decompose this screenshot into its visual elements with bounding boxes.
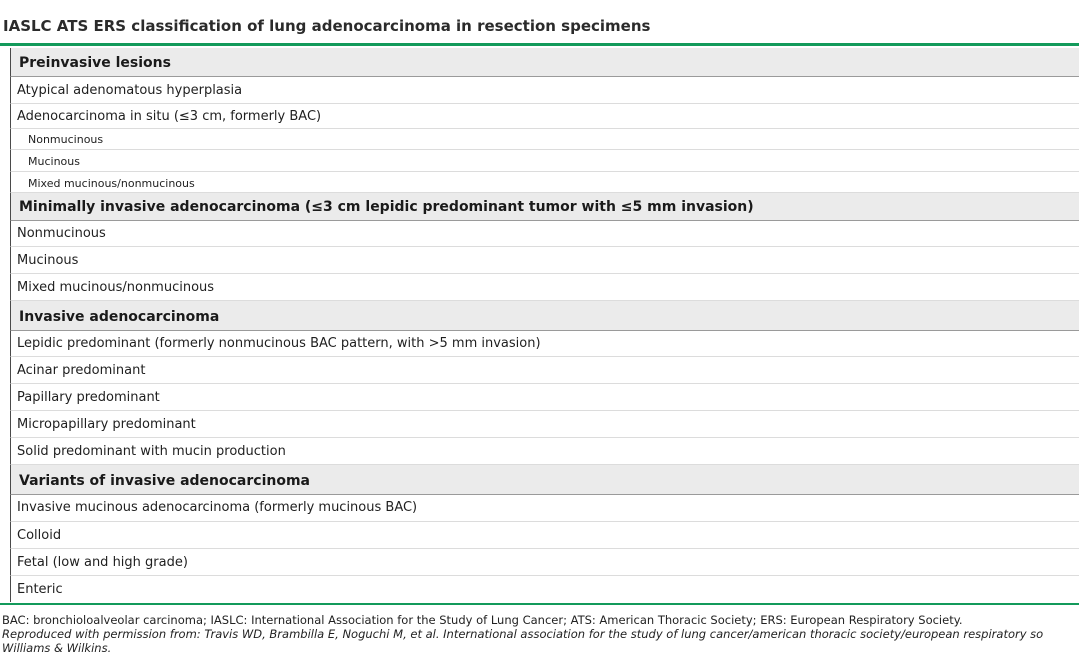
table-title: IASLC ATS ERS classification of lung adenocarcinoma in resection specimens — [3, 17, 651, 35]
top-divider — [0, 43, 1079, 46]
table-row: Solid predominant with mucin production — [10, 438, 1079, 465]
bottom-divider — [0, 603, 1079, 605]
table-row: Acinar predominant — [10, 357, 1079, 384]
table-row: Fetal (low and high grade) — [10, 549, 1079, 576]
section-header-preinvasive: Preinvasive lesions — [10, 48, 1079, 77]
citation-line-1: Reproduced with permission from: Travis WD, Brambilla E, Noguchi M, et al. International association for the study of lung cancer/american thoracic society/european respiratory so — [2, 627, 1044, 641]
section-header-variants: Variants of invasive adenocarcinoma — [10, 465, 1079, 495]
section-header-minimally-invasive: Minimally invasive adenocarcinoma (≤3 cm lepidic predominant tumor with ≤5 mm invasion) — [10, 193, 1079, 221]
table-row: Mixed mucinous/nonmucinous — [10, 274, 1079, 301]
table-subrow: Nonmucinous — [10, 129, 1079, 150]
abbreviations-note: BAC: bronchioloalveolar carcinoma; IASLC: International Association for the Study of Lung Cancer; ATS: American Thoracic Society; ERS: European Respiratory Society. — [2, 613, 963, 627]
table-row: Atypical adenomatous hyperplasia — [10, 77, 1079, 104]
table-row: Lepidic predominant (formerly nonmucinous BAC pattern, with >5 mm invasion) — [10, 331, 1079, 357]
table-row: Mucinous — [10, 247, 1079, 274]
table-row: Enteric — [10, 576, 1079, 602]
table-row: Colloid — [10, 522, 1079, 549]
classification-table — [10, 48, 1079, 602]
table-row: Adenocarcinoma in situ (≤3 cm, formerly BAC) — [10, 104, 1079, 129]
table-row: Invasive mucinous adenocarcinoma (formerly mucinous BAC) — [10, 495, 1079, 522]
table-footnote — [2, 613, 1079, 655]
citation-line-2: Williams & Wilkins. — [2, 641, 112, 655]
section-header-invasive: Invasive adenocarcinoma — [10, 301, 1079, 331]
table-subrow: Mixed mucinous/nonmucinous — [10, 172, 1079, 193]
table-row: Micropapillary predominant — [10, 411, 1079, 438]
table-row: Nonmucinous — [10, 221, 1079, 247]
table-row: Papillary predominant — [10, 384, 1079, 411]
table-subrow: Mucinous — [10, 150, 1079, 172]
